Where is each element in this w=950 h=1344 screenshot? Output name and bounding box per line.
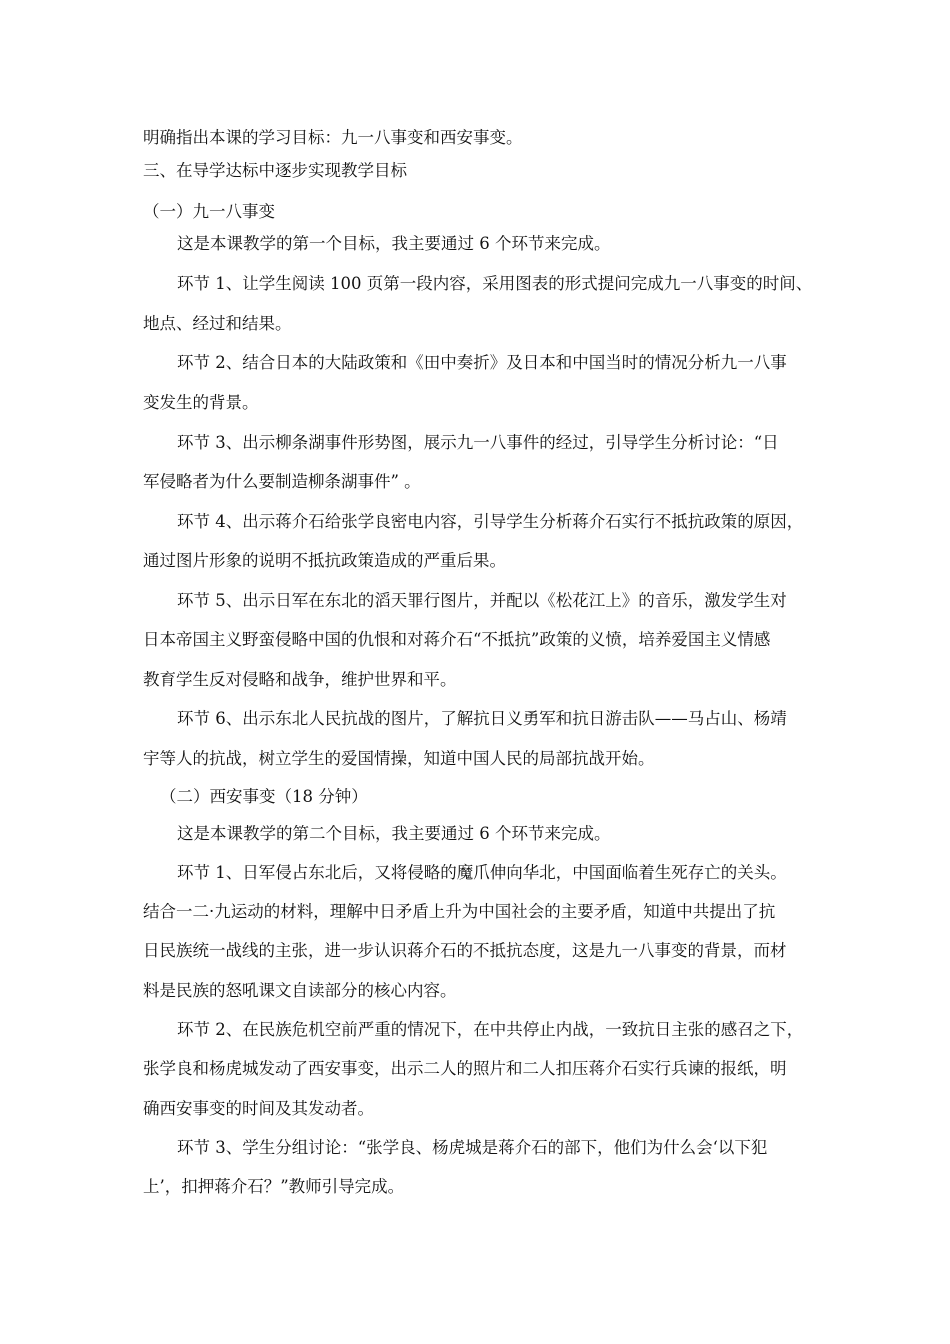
text-line: 确西安事变的时间及其发动者。 <box>143 1099 374 1118</box>
text-line: 上’，扣押蒋介石？”教师引导完成。 <box>143 1177 405 1196</box>
text-line: 教育学生反对侵略和战争，维护世界和平。 <box>143 670 457 689</box>
text-line: 环节 1、让学生阅读 100 页第一段内容，采用图表的形式提问完成九一八事变的时间、 <box>177 274 813 293</box>
text-line: 环节 3、学生分组讨论：“张学良、杨虎城是蒋介石的部下，他们为什么会‘以下犯 <box>177 1138 768 1157</box>
text-line: 环节 3、出示柳条湖事件形势图，展示九一八事件的经过，引导学生分析讨论：“日 <box>177 433 779 452</box>
text-line: 军侵略者为什么要制造柳条湖事件” 。 <box>143 472 421 491</box>
text-line: 环节 6、出示东北人民抗战的图片，了解抗日义勇军和抗日游击队——马占山、杨靖 <box>177 709 787 728</box>
text-line: 宇等人的抗战，树立学生的爱国情操，知道中国人民的局部抗战开始。 <box>143 749 655 768</box>
text-line: 通过图片形象的说明不抵抗政策造成的严重后果。 <box>143 551 506 570</box>
text-line: 地点、经过和结果。 <box>143 314 292 333</box>
text-line: 环节 2、在民族危机空前严重的情况下，在中共停止内战，一致抗日主张的感召之下， <box>177 1020 804 1039</box>
text-line: 环节 2、结合日本的大陆政策和《田中奏折》及日本和中国当时的情况分析九一八事 <box>177 353 787 372</box>
text-line: 环节 4、出示蒋介石给张学良密电内容，引导学生分析蒋介石实行不抵抗政策的原因， <box>177 512 804 531</box>
text-line: 明确指出本课的学习目标：九一八事变和西安事变。 <box>143 128 523 147</box>
text-line: 结合一二·九运动的材料，理解中日矛盾上升为中国社会的主要矛盾，知道中共提出了抗 <box>143 902 776 921</box>
section-heading: 三、在导学达标中逐步实现教学目标 <box>143 161 407 180</box>
text-line: 环节 5、出示日军在东北的滔天罪行图片，并配以《松花江上》的音乐，激发学生对 <box>177 591 787 610</box>
text-line: 这是本课教学的第一个目标，我主要通过 6 个环节来完成。 <box>177 234 611 253</box>
subsection-heading: （一）九一八事变 <box>143 202 275 221</box>
subsection-heading: （二）西安事变（18 分钟） <box>160 787 368 806</box>
text-line: 环节 1、日军侵占东北后，又将侵略的魔爪伸向华北，中国面临着生死存亡的关头。 <box>177 863 787 882</box>
text-line: 这是本课教学的第二个目标，我主要通过 6 个环节来完成。 <box>177 824 611 843</box>
text-line: 料是民族的怒吼课文自读部分的核心内容。 <box>143 981 457 1000</box>
text-line: 张学良和杨虎城发动了西安事变，出示二人的照片和二人扣压蒋介石实行兵谏的报纸，明 <box>143 1059 787 1078</box>
text-line: 日民族统一战线的主张，进一步认识蒋介石的不抵抗态度，这是九一八事变的背景，而材 <box>143 941 787 960</box>
text-line: 变发生的背景。 <box>143 393 259 412</box>
text-line: 日本帝国主义野蛮侵略中国的仇恨和对蒋介石“不抵抗”政策的义愤，培养爱国主义情感 <box>143 630 771 649</box>
